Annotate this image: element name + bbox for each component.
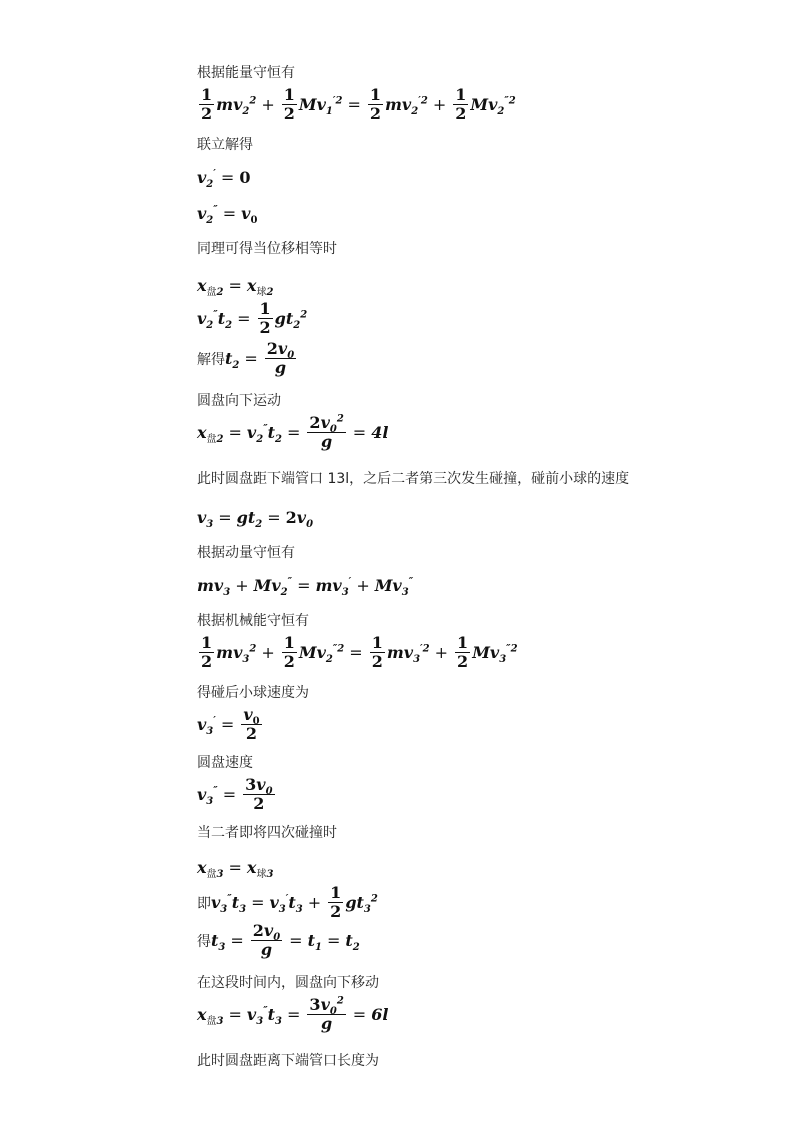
text-disk-velocity: 圆盘速度 [197,755,253,771]
text-third-collision: 此时圆盘距下端管口 13l，之后二者第三次发生碰撞，碰前小球的速度 [197,471,630,487]
equation-v2-dprime: $v_2'' = v_0$ [197,204,258,227]
equation-v3-t3: 即 $v_3''t_3$ = $v_3't_3$ + $\frac{1}{2}$ $gt_3^2$ [197,883,378,921]
equation-x-disk-3: $x_{盘3}$ = $v_3''t_3$ = $\frac{3v_0^2}{g}$ = 6l [197,995,389,1033]
text-energy-conservation: 根据能量守恒有 [197,65,295,81]
equation-energy-2: $\frac{1}{2}$ $mv_3^2$ + $\frac{1}{2}$ $Mv_2^{''2}$ = $\frac{1}{2}$ $mv_3^{'2}$ + $\frac{1}{2}$ $Mv_3^{''2}$ [201,633,518,671]
equation-t3: 得 $t_3$ = $\frac{2v_0}{g}$ = $t_1$ = $t_2$ [197,921,360,959]
text-mechanical-energy: 根据机械能守恒有 [197,613,309,629]
text-distance-to-tube-end: 此时圆盘距离下端管口长度为 [197,1053,379,1069]
equation-v3-dprime: $v_3''$ = $\frac{3v_0}{2}$ [197,775,273,813]
equation-x-disk-ball-2: $x_{盘2} = x_{球2}$ [197,276,274,299]
equation-energy-1: $\frac{1}{2}$ $mv_2^2$ + $\frac{1}{2}$ $Mv_1^{'2}$ = $\frac{1}{2}$ $mv_2^{'2}$ + $\frac{1}{2}$ $Mv_2^{''2}$ [201,85,516,123]
text-disk-moves-down-3: 在这段时间内，圆盘向下移动 [197,975,379,991]
equation-v3: $v_3 = gt_2 = 2v_0$ [197,508,314,531]
text-fourth-collision: 当二者即将四次碰撞时 [197,825,337,841]
equation-v3-prime: $v_3'$ = $\frac{v_0}{2}$ [197,705,260,743]
equation-v2-t2: $v_2''t_2$ = $\frac{1}{2}$ $gt_2^2$ [197,299,308,337]
text-momentum-conservation: 根据动量守恒有 [197,545,295,561]
equation-v2-prime: $v_2' = 0$ [197,168,251,191]
text-solve-jointly: 联立解得 [197,137,253,153]
text-displacement-equal: 同理可得当位移相等时 [197,241,337,257]
equation-x-disk-ball-3: $x_{盘3} = x_{球3}$ [197,858,274,881]
equation-x-disk-2: $x_{盘2}$ = $v_2''t_2$ = $\frac{2v_0^2}{g}$ = 4l [197,413,389,451]
text-disk-moves-down: 圆盘向下运动 [197,393,281,409]
equation-t2: 解得 $t_2$ = $\frac{2v_0}{g}$ [197,339,295,377]
equation-momentum: $mv_3 + Mv_2'' = mv_3' + Mv_3''$ [197,576,414,599]
text-ball-velocity: 得碰后小球速度为 [197,685,309,701]
